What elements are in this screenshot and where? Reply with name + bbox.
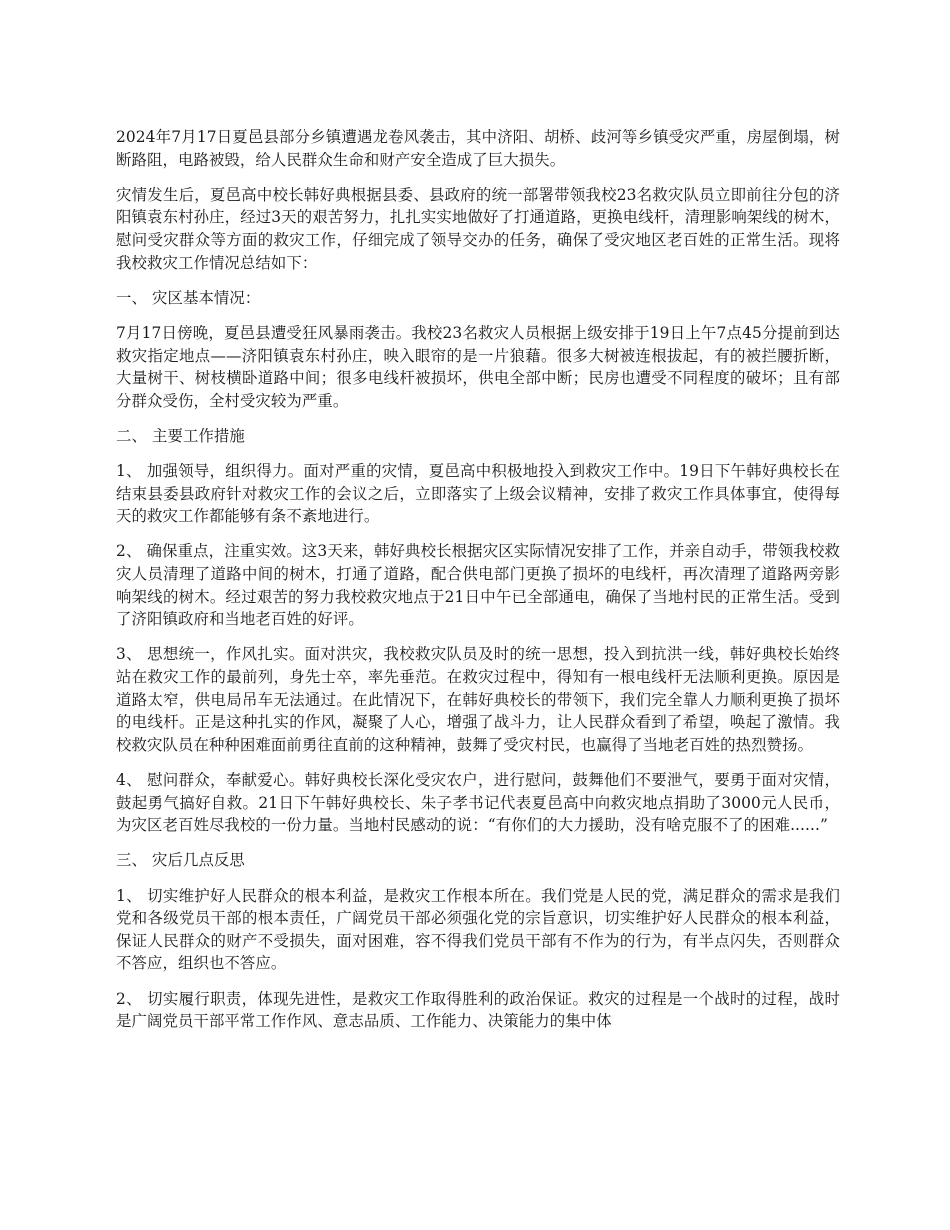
section-heading-1: 一、 灾区基本情况： [116,288,261,307]
reflection-paragraph-1: 1、 切实维护好人民群众的根本利益，是救灾工作根本所在。我们党是人民的党，满足群众的需求是我们党和各级党员干部的根本责任，广阔党员干部必须强化党的宗旨意识，切实维护好人民群众的根本利益，保证人民群众的财产不受损失，面对困难，容不得我们党员干部有不作为的行为，有半点闪失，否则群众不答应，组织也不答应。 [116,886,840,973]
situation-paragraph: 7月17日傍晚，夏邑县遭受狂风暴雨袭击。我校23名救灾人员根据上级安排于19日上午7点45分提前到达救灾指定地点——济阳镇袁东村孙庄，映入眼帘的是一片狼藉。很多大树被连根拔起，有的被拦腰折断，大量树干、树枝横卧道路中间；很多电线杆被损坏，供电全部中断；民房也遭受不同程度的破坏；且有部分群众受伤，全村受灾较为严重。 [116,323,840,410]
measure-paragraph-2: 2、 确保重点，注重实效。这3天来，韩好典校长根据灾区实际情况安排了工作，并亲自动手，带领我校救灾人员清理了道路中间的树木，打通了道路，配合供电部门更换了损坏的电线杆，再次清理了道路两旁影响架线的树木。经过艰苦的努力我校救灾地点于21日中午已全部通电，确保了当地村民的正常生活。受到了济阳镇政府和当地老百姓的好评。 [116,542,840,629]
measure-paragraph-3: 3、 思想统一，作风扎实。面对洪灾，我校救灾队员及时的统一思想，投入到抗洪一线，韩好典校长始终站在救灾工作的最前列，身先士卒，率先垂范。在救灾过程中，得知有一根电线杆无法顺利更换。原因是道路太窄，供电局吊车无法通过。在此情况下，在韩好典校长的带领下，我们完全靠人力顺利更换了损坏的电线杆。正是这种扎实的作风，凝聚了人心，增强了战斗力，让人民群众看到了希望，唤起了激情。我校救灾队员在种种困难面前勇往直前的这种精神，鼓舞了受灾村民，也赢得了当地老百姓的热烈赞扬。 [116,645,840,754]
section-heading-2: 二、 主要工作措施 [116,426,245,445]
reflection-paragraph-2: 2、 切实履行职责，体现先进性，是救灾工作取得胜利的政治保证。救灾的过程是一个战时的过程，战时是广阔党员干部平常工作作风、意志品质、工作能力、决策能力的集中体 [116,989,840,1031]
measure-paragraph-4: 4、 慰问群众，奉献爱心。韩好典校长深化受灾农户，进行慰问，鼓舞他们不要泄气，要勇于面对灾情，鼓起勇气搞好自救。21日下午韩好典校长、朱子孝书记代表夏邑高中向救灾地点捐助了3000元人民币，为灾区老百姓尽我校的一份力量。当地村民感动的说：“有你们的大力援助，没有啥克服不了的困难......” [116,771,840,835]
section-heading-3: 三、 灾后几点反思 [116,851,245,870]
intro-paragraph: 2024年7月17日夏邑县部分乡镇遭遇龙卷风袭击，其中济阳、胡桥、歧河等乡镇受灾严重，房屋倒塌，树断路阻，电路被毁，给人民群众生命和财产安全造成了巨大损失。 [116,128,840,169]
measure-paragraph-1: 1、 加强领导，组织得力。面对严重的灾情，夏邑高中积极地投入到救灾工作中。19日下午韩好典校长在结束县委县政府针对救灾工作的会议之后，立即落实了上级会议精神，安排了救灾工作具体事宜，使得每天的救灾工作都能够有条不紊地进行。 [116,462,840,526]
document-page [116,126,840,1045]
summary-paragraph: 灾情发生后，夏邑高中校长韩好典根据县委、县政府的统一部署带领我校23名救灾队员立即前往分包的济阳镇袁东村孙庄，经过3天的艰苦努力，扎扎实实地做好了打通道路，更换电线杆，清理影响架线的树木，慰问受灾群众等方面的救灾工作，仔细完成了领导交办的任务，确保了受灾地区老百姓的正常生活。现将我校救灾工作情况总结如下： [116,185,840,272]
